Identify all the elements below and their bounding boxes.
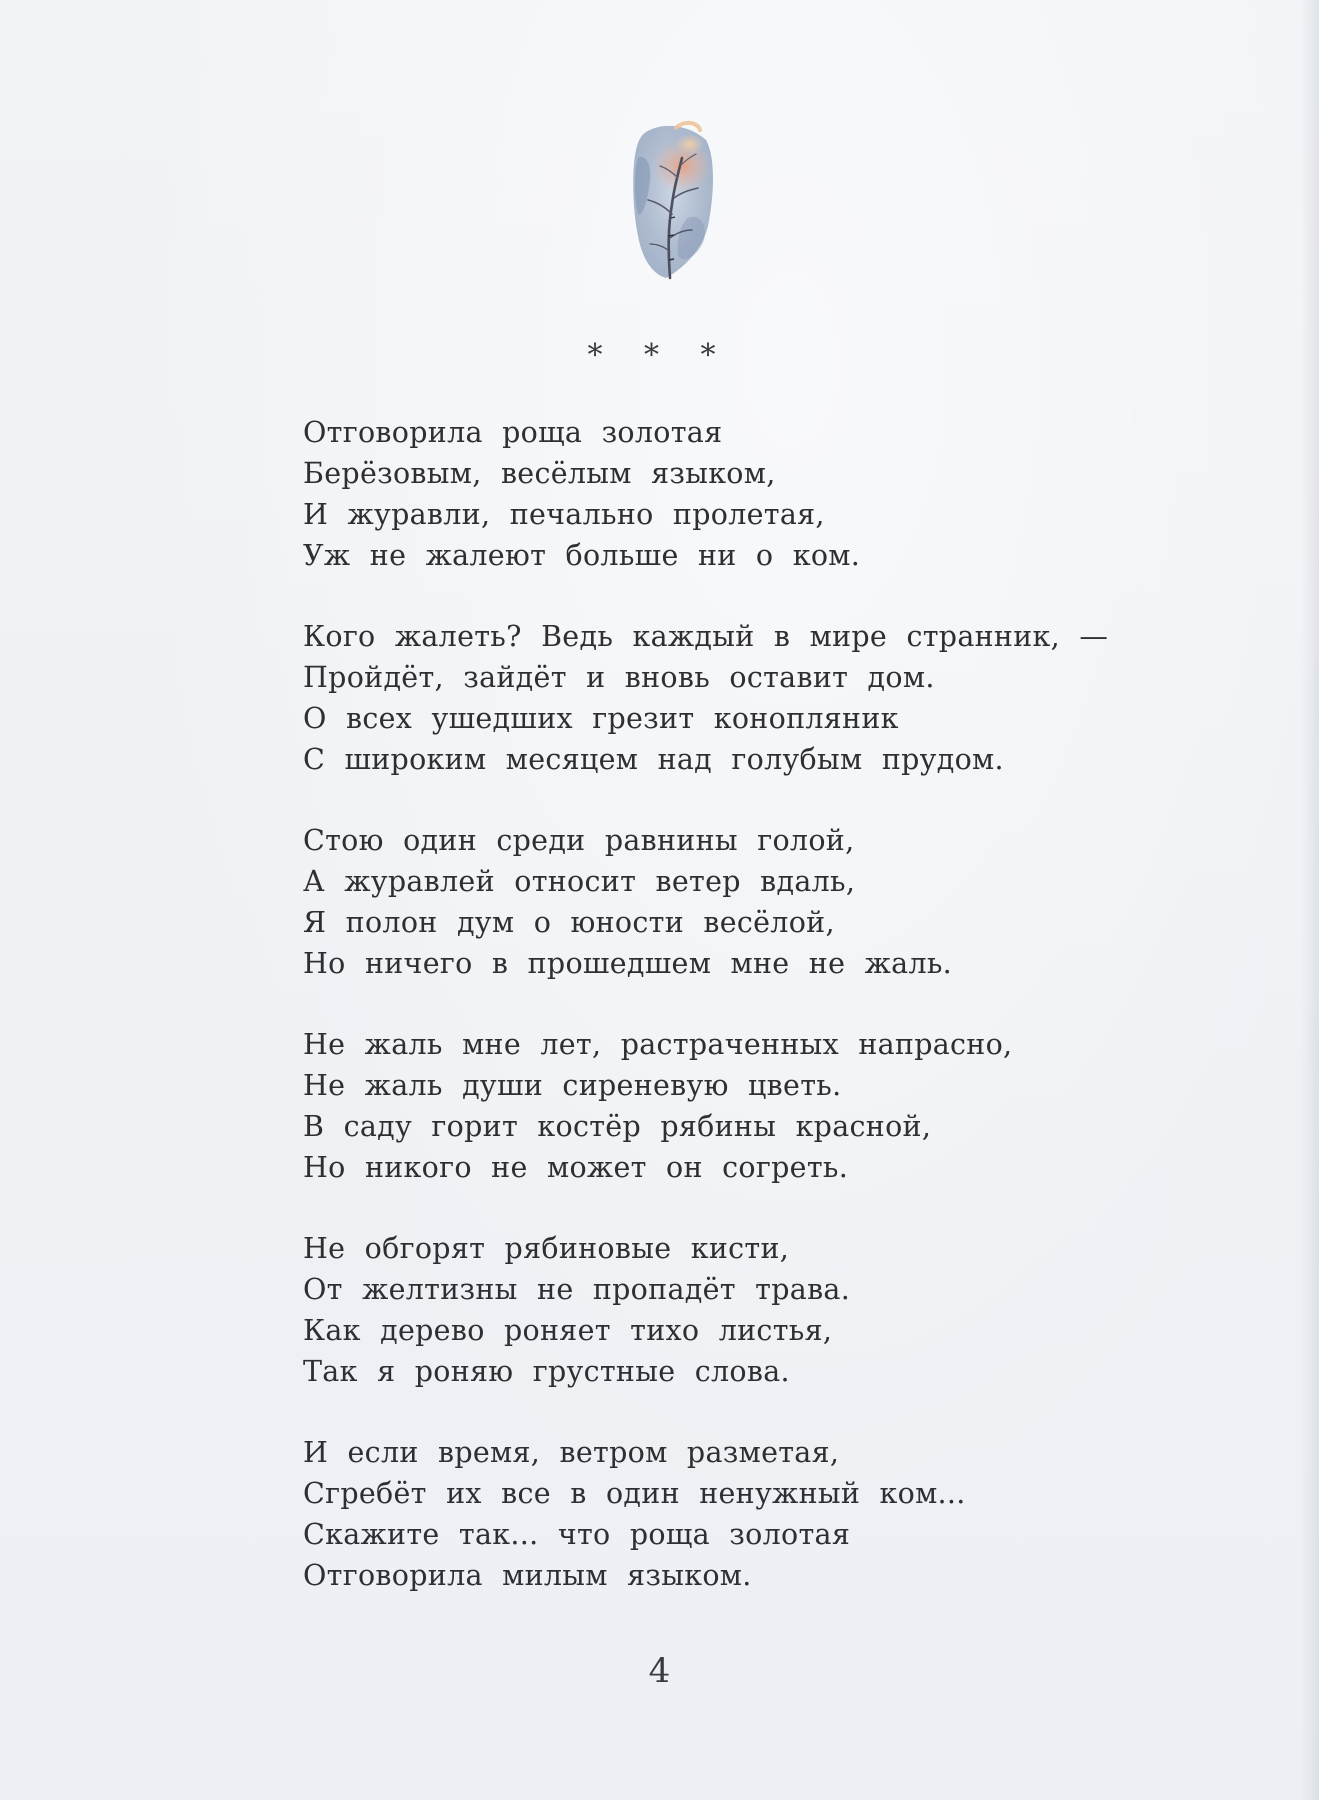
poem [303,412,1203,1636]
poem-line: Не жаль мне лет, растраченных напрасно, [303,1028,1013,1061]
poem-line: От желтизны не пропадёт трава. [303,1273,851,1306]
poem-line: В саду горит костёр рябины красной, [303,1110,932,1143]
poem-line: Не жаль души сиреневую цветь. [303,1069,842,1102]
stanza-3 [303,820,1203,984]
stanza-4 [303,1024,1203,1188]
poem-line: Но ничего в прошедшем мне не жаль. [303,947,953,980]
poem-line: Уж не жалеют больше ни о ком. [303,539,861,572]
poem-line: И журавли, печально пролетая, [303,498,825,531]
stanza-2 [303,616,1203,780]
poem-line: Отговорила милым языком. [303,1559,752,1592]
stanza-separator: * * * [587,338,732,373]
poem-line: Но никого не может он согреть. [303,1151,849,1184]
birch-tree-illustration-icon [628,118,718,284]
poem-line: И если время, ветром разметая, [303,1436,840,1469]
poem-line: Как дерево роняет тихо листья, [303,1314,833,1347]
page-edge-shadow [1301,0,1319,1800]
stanza-6 [303,1432,1203,1596]
stanza-1 [303,412,1203,576]
poem-line: Пройдёт, зайдёт и вновь оставит дом. [303,661,935,694]
poem-line: Не обгорят рябиновые кисти, [303,1232,790,1265]
poem-line: Стою один среди равнины голой, [303,824,855,857]
poem-line: А журавлей относит ветер вдаль, [303,865,856,898]
poem-line: Кого жалеть? Ведь каждый в мире странник, — [303,620,1109,653]
poem-line: О всех ушедших грезит конопляник [303,702,899,735]
poem-line: Так я роняю грустные слова. [303,1355,790,1388]
poem-line: Берёзовым, весёлым языком, [303,457,776,490]
poem-line: Я полон дум о юности весёлой, [303,906,835,939]
poem-line: Скажите так... что роща золотая [303,1518,851,1551]
poem-line: Сгребёт их все в один ненужный ком... [303,1477,966,1510]
page-number: 4 [648,1651,671,1691]
stanza-5 [303,1228,1203,1392]
poem-line: Отговорила роща золотая [303,416,723,449]
poem-line: С широким месяцем над голубым прудом. [303,743,1004,776]
